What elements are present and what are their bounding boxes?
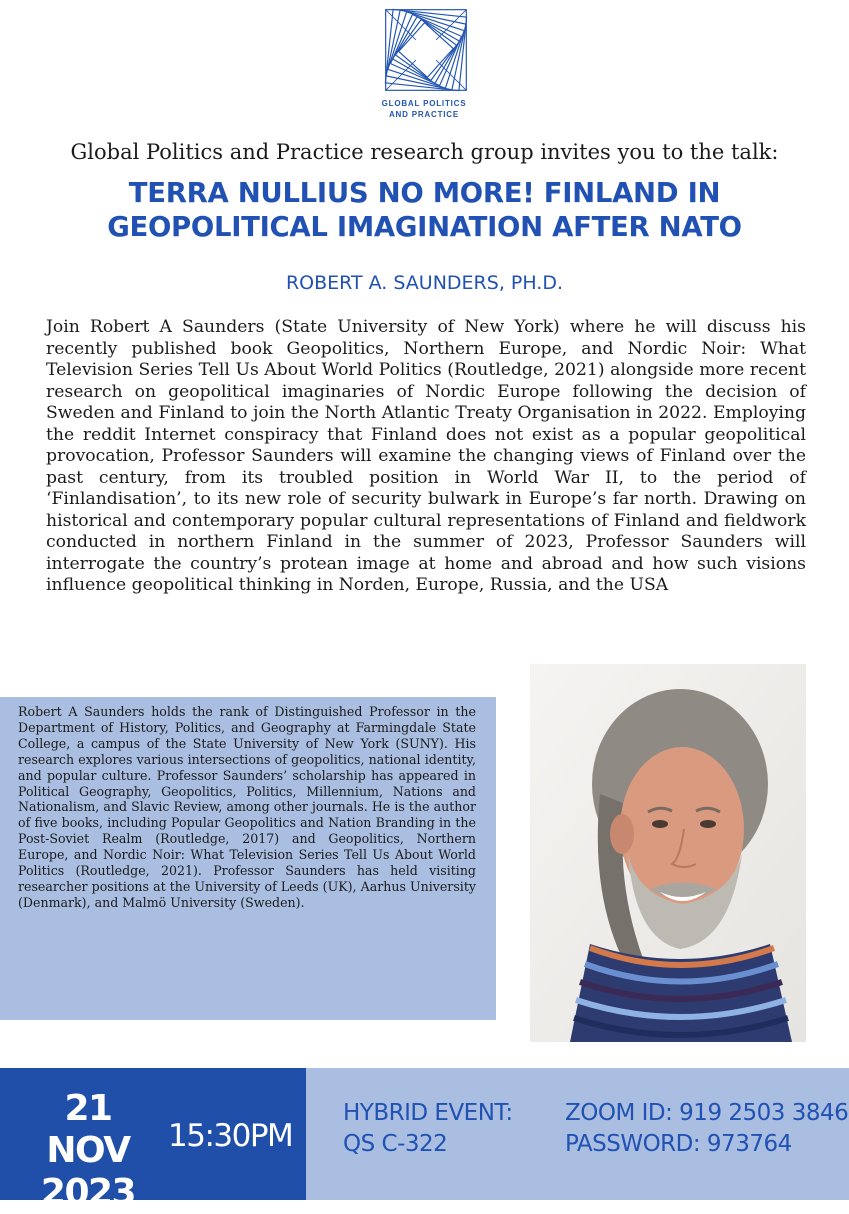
spiral-logo-icon — [384, 8, 468, 92]
event-date-line1: 21 NOV — [46, 1088, 130, 1171]
portrait-image — [530, 664, 806, 1042]
speaker-name: ROBERT A. SAUNDERS, PH.D. — [285, 272, 564, 294]
invite-text: Global Politics and Practice research group invites you to the talk: — [70, 140, 779, 164]
event-date-line2: 2023 — [40, 1172, 136, 1213]
talk-title-line1: TERRA NULLIUS NO MORE! FINLAND IN — [128, 177, 721, 209]
logo-caption — [349, 98, 499, 120]
zoom-id: ZOOM ID: 919 2503 3846 — [565, 1100, 849, 1126]
zoom-password: PASSWORD: 973764 — [565, 1131, 792, 1157]
abstract-text: Join Robert A Saunders (State University of New York) where he will discuss his recently published book Geopolitics, Northern Europe, and Nordic Noir: What Television Series Tell Us About World Politics (Routledge, 2021) alongside more recent research on geopolitical imaginaries of Nordic Europe following the decision of Sweden and Finland to join the North Atlantic Treaty Organisation in 2022. Employing the reddit Internet conspiracy that Finland does not exist as a popular geopolitical provocation, Professor Saunders will examine the changing views of Finland over the past century, from its troubled position in World War II, to the period of ‘Finlandisation’, to its new role of security bulwark in Europe’s far north. Drawing on historical and contemporary popular cultural representations of Finland and fieldwork conducted in northern Finland in the summer of 2023, Professor Saunders will interrogate the country’s protean image at home and abroad and how such visions influence geopolitical thinking in Norden, Europe, Russia, and the USA — [46, 317, 806, 595]
event-venue — [343, 1098, 513, 1160]
talk-title — [40, 176, 809, 244]
talk-title-line2: GEOPOLITICAL IMAGINATION AFTER NATO — [107, 211, 742, 243]
logo-caption-line2: AND PRACTICE — [388, 110, 460, 119]
event-venue-line2: QS C-322 — [343, 1131, 448, 1157]
logo-caption-line1: GLOBAL POLITICS — [381, 99, 467, 108]
zoom-details — [565, 1098, 848, 1160]
event-venue-line1: HYBRID EVENT: — [343, 1100, 513, 1126]
speaker-photo — [530, 664, 806, 1042]
bio-text: Robert A Saunders holds the rank of Distinguished Professor in the Department of History, Politics, and Geography at Farmingdale State College, a campus of the State University of New York (SUNY). His research explores various intersections of geopolitics, national identity, and popular culture. Professor Saunders’ scholarship has appeared in Political Geography, Geopolitics, Politics, Millennium, Nations and Nationalism, and Slavic Review, among other journals. He is the author of five books, including Popular Geopolitics and Nation Branding in the Post-Soviet Realm (Routledge, 2017) and Geopolitics, Northern Europe, and Nordic Noir: What Television Series Tell Us About World Politics (Routledge, 2021). Professor Saunders has held visiting researcher positions at the University of Leeds (UK), Aarhus University (Denmark), and Malmö University (Sweden). — [18, 704, 476, 910]
event-date — [18, 1088, 158, 1214]
event-time: 15:30PM — [168, 1118, 293, 1154]
